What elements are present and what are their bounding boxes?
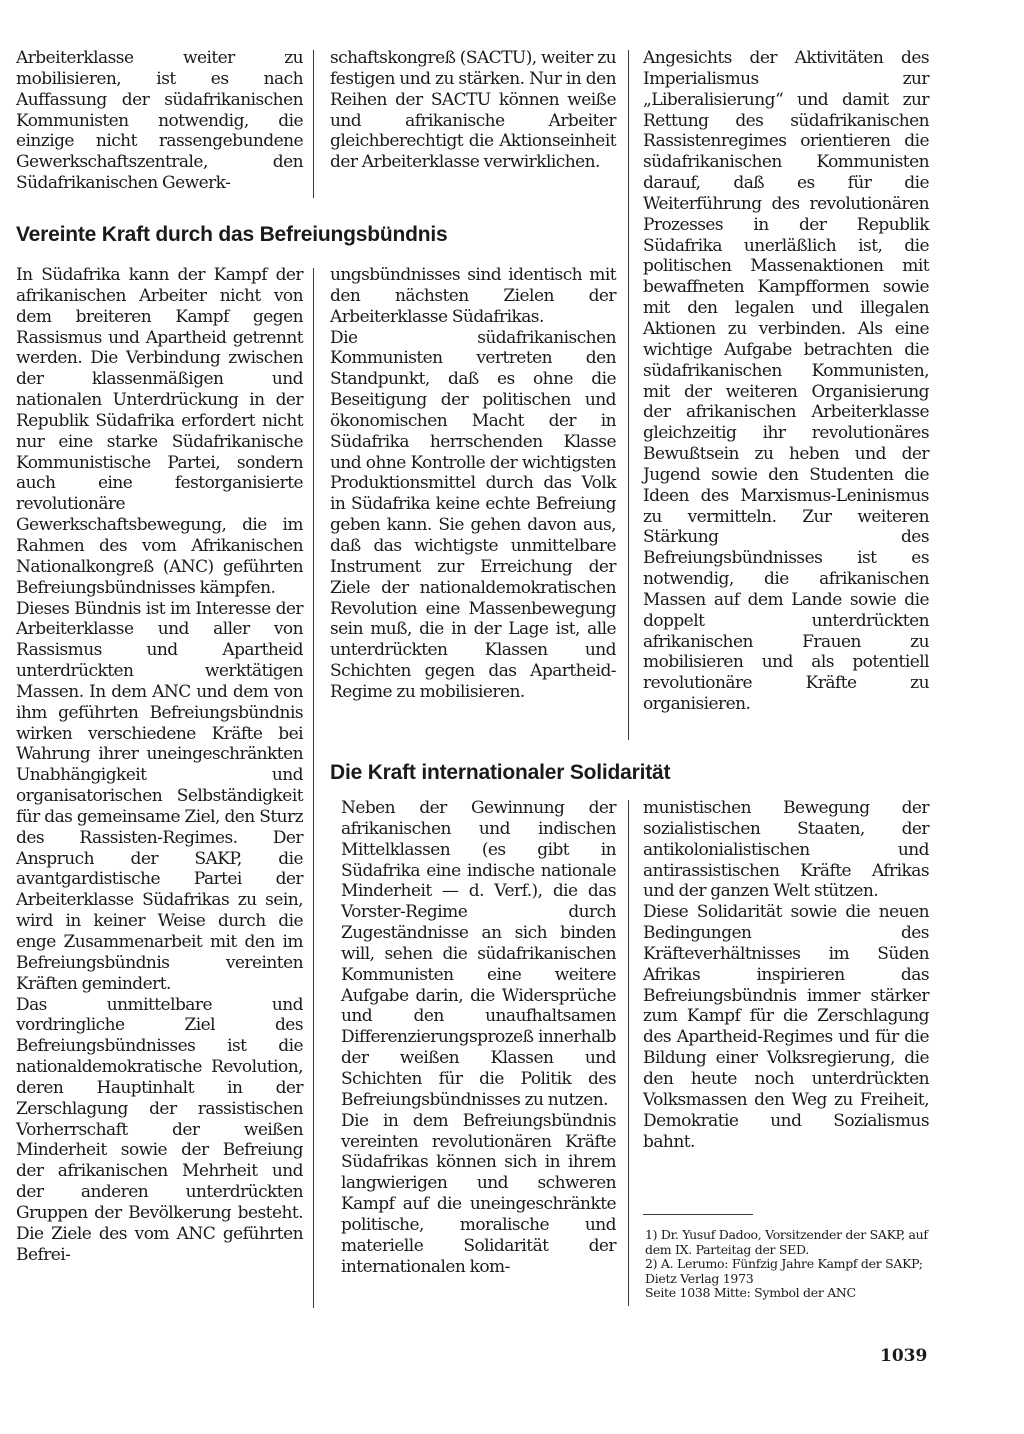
section1-column-2 [330,265,616,703]
footnotes [645,1228,935,1301]
paragraph: Angesichts der Aktivitäten des Imperialismus zur „Liberalisierung“ und damit zur Rettung des südafrikanischen Rassistenregimes orientieren die südafrikanischen Kommunisten darauf, daß es für die Weiterführung des revolutionären Prozesses in der Republik Südafrika unerläßlich ist, die politischen Massenaktionen mit bewaffneten Kampfformen sowie mit den legalen und illegalen Aktionen zu verbinden. Als eine wichtige Aufgabe betrachten die südafrikanischen Kommunisten, mit der weiteren Organisierung der afrikanischen Arbeiterklasse gleichzeitig ihr revolutionäres Bewußtsein zu heben und der Jugend sowie den Studenten die Ideen des Marxismus-Leninismus zu vermitteln. Zur weiteren Stärkung des Befreiungsbündnisses ist es notwendig, die afrikanischen Massen auf dem Lande sowie die doppelt unterdrückten afrikanischen Frauen zu mobilisieren und als potentiell revolutionäre Kräfte zu organisieren. [643,48,929,715]
paragraph: Das unmittelbare und vordringliche Ziel des Befreiungsbündnisses ist die nationaldemokratische Revolution, deren Hauptinhalt in der Zerschlagung der rassistischen Vorherrschaft der weißen Minderheit sowie der Befreiung der afrikanischen Mehrheit und der anderen unterdrückten Gruppen der Bevölkerung besteht. Die Ziele des vom ANC geführten Befrei- [16,994,303,1265]
paragraph: Dieses Bündnis ist im Interesse der Arbeiterklasse und aller von Rassismus und Apartheid unterdrückten werktätigen Massen. In dem ANC und dem von ihm geführten Befreiungsbündnis wirken verschiedene Kräfte bei Wahrung ihrer uneingeschränkten Unabhängigkeit und organisatorischen Selbständigkeit für das gemeinsame Ziel, den Sturz des Rassisten-Regimes. Der Anspruch der SAKP, die avantgardistische Partei der Arbeiterklasse Südafrikas zu sein, wird in keiner Weise durch die enge Zusammenarbeit mit den im Befreiungsbündnis vereinten Kräften gemindert. [16,598,303,994]
paragraph: Arbeiterklasse weiter zu mobilisieren, ist es nach Auffassung der südafrikanischen Kommunisten notwendig, die einzige nicht rassengebundene Gewerkschaftszentrale, den Südafrikanischen Gewerk- [16,48,303,194]
column-divider [313,268,314,1308]
paragraph: Diese Solidarität sowie die neuen Bedingungen des Kräfteverhältnisses im Süden Afrikas inspirieren das Befreiungsbündnis immer stärker zum Kampf für die Zerschlagung des Apartheid-Regimes und für die Bildung einer Volksregierung, die den heute noch unterdrückten Volksmassen den Weg zu Freiheit, Demokratie und Sozialismus bahnt. [643,902,929,1152]
footnote: 2) A. Lerumo: Fünfzig Jahre Kampf der SAKP; Dietz Verlag 1973 [645,1256,923,1286]
top-column-2 [330,48,616,173]
top-column-1 [16,48,303,194]
paragraph: In Südafrika kann der Kampf der afrikanischen Arbeiter nicht von dem breiteren Kampf gegen Rassismus und Apartheid getrennt werden. Die Verbindung zwischen der klassenmäßigen und nationalen Unterdrückung in der Republik Südafrika erfordert nicht nur eine starke Südafrikanische Kommunistische Partei, sondern auch eine festorganisierte revolutionäre Gewerkschaftsbewegung, die im Rahmen des vom Afrikanischen Nationalkongreß (ANC) geführten Befreiungsbündnisses kämpfen. [16,265,303,598]
column-divider [313,50,314,198]
footnote: Seite 1038 Mitte: Symbol der ANC [645,1285,856,1301]
paragraph: ungsbündnisses sind identisch mit den nächsten Zielen der Arbeiterklasse Südafrikas. [330,265,616,327]
paragraph: Die in dem Befreiungsbündnis vereinten revolutionären Kräfte Südafrikas können sich in ihrem langwierigen und schweren Kampf auf die uneingeschränkte politische, moralische und materielle Solidarität der internationalen kom- [341,1110,616,1277]
page-number: 1039 [880,1346,928,1366]
right-column-text [643,48,929,715]
paragraph: schaftskongreß (SACTU), weiter zu festigen und zu stärken. Nur in den Reihen der SACTU können weiße und afrikanische Arbeiter gleichberechtigt die Aktionseinheit der Arbeiterklasse verwirklichen. [330,48,616,173]
column-divider [628,800,629,1306]
footnote-rule [643,1214,753,1215]
section1-column-1 [16,265,303,1266]
footnote: 1) Dr. Yusuf Dadoo, Vorsitzender der SAKP, auf dem IX. Parteitag der SED. [645,1227,928,1257]
section2-column-2 [341,798,616,1277]
section-heading: Vereinte Kraft durch das Befreiungsbündnis [16,223,448,246]
column-divider [628,50,629,740]
paragraph: Neben der Gewinnung der afrikanischen und indischen Mittelklassen (es gibt in Südafrika eine indische nationale Minderheit — d. Verf.), die das Vorster-Regime durch Zugeständnisse an sich binden will, sehen die südafrikanischen Kommunisten eine weitere Aufgabe darin, die Widersprüche und den unaufhaltsamen Differenzierungsprozeß innerhalb der weißen Klassen und Schichten für die Politik des Befreiungsbündnisses zu nutzen. [341,798,616,1110]
section2-column-3 [643,798,929,1152]
section-heading: Die Kraft internationaler Solidarität [330,761,671,784]
paragraph: munistischen Bewegung der sozialistischen Staaten, der antikolonialistischen und antirassistischen Kräfte Afrikas und der ganzen Welt stützen. [643,798,929,902]
paragraph: Die südafrikanischen Kommunisten vertreten den Standpunkt, daß es ohne die Beseitigung der politischen und ökonomischen Macht der in Südafrika herrschenden Klasse und ohne Kontrolle der wichtigsten Produktionsmittel durch das Volk in Südafrika keine echte Befreiung geben kann. Sie gehen davon aus, daß das wichtigste unmittelbare Instrument zur Erreichung der Ziele der nationaldemokratischen Revolution eine Massenbewegung sein muß, die in der Lage ist, alle unterdrückten Klassen und Schichten gegen das Apartheid-Regime zu mobilisieren. [330,327,616,702]
